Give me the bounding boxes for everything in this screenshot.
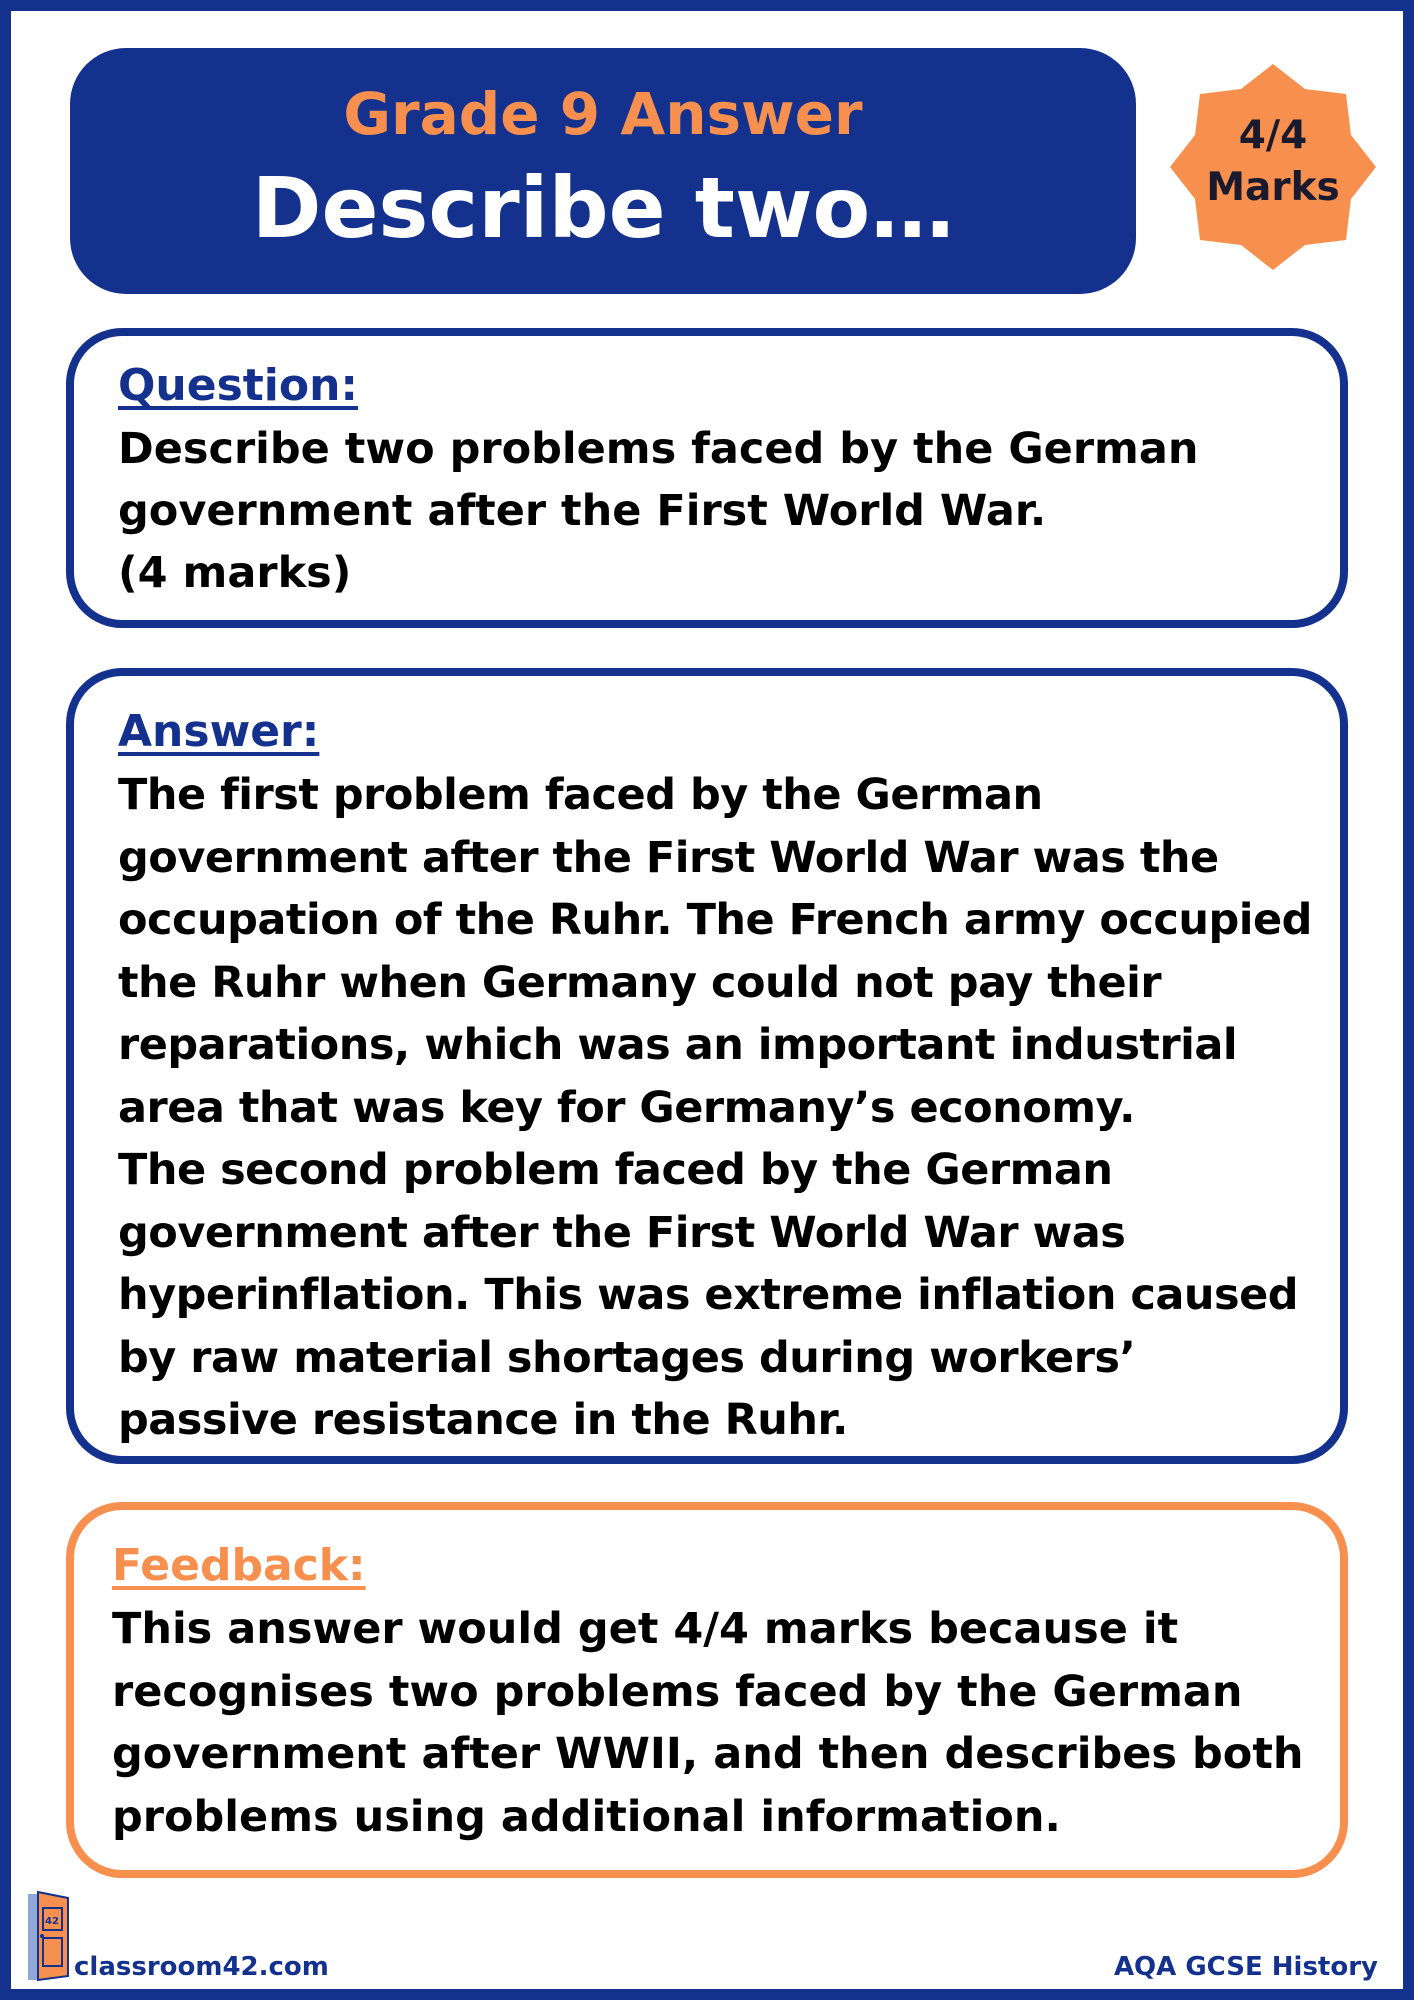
question-label: Question: xyxy=(118,360,359,411)
question-text: Describe two problems faced by the German government after the First World War. (4 marks) xyxy=(118,424,1199,598)
question-card xyxy=(66,328,1348,628)
feedback-card xyxy=(66,1502,1348,1878)
answer-text: The first problem faced by the German government after the First World War was the occupation of the Ruhr. The French army occupied the Ruhr when Germany could not pay their reparations, which was an important industrial area that was key for Germany’s economy. The second problem faced by the German government after the First World War was hyperinflation. This was extreme inflation caused by raw material shortages during workers’ passive resistance in the Ruhr. xyxy=(118,770,1312,1445)
answer-label: Answer: xyxy=(118,706,320,757)
feedback-text: This answer would get 4/4 marks because it recognises two problems faced by the German government after WWII, and then describes both problems using additional information. xyxy=(112,1604,1304,1842)
badge-score: 4/4 xyxy=(1238,113,1308,158)
badge-text xyxy=(1168,110,1378,214)
classroom42-logo xyxy=(26,1888,72,1982)
grade-label: Grade 9 Answer xyxy=(343,80,863,148)
title-banner xyxy=(70,48,1136,294)
footer-site: classroom42.com xyxy=(74,1952,329,1982)
feedback-label: Feedback: xyxy=(112,1540,366,1591)
door-logo-icon xyxy=(26,1888,72,1982)
page-title: Describe two… xyxy=(251,159,955,257)
footer-subject: AQA GCSE History xyxy=(1113,1952,1378,1982)
badge-unit: Marks xyxy=(1206,165,1340,210)
marks-badge xyxy=(1168,62,1378,272)
answer-card xyxy=(66,668,1348,1464)
logo-number: 42 xyxy=(45,1916,59,1927)
